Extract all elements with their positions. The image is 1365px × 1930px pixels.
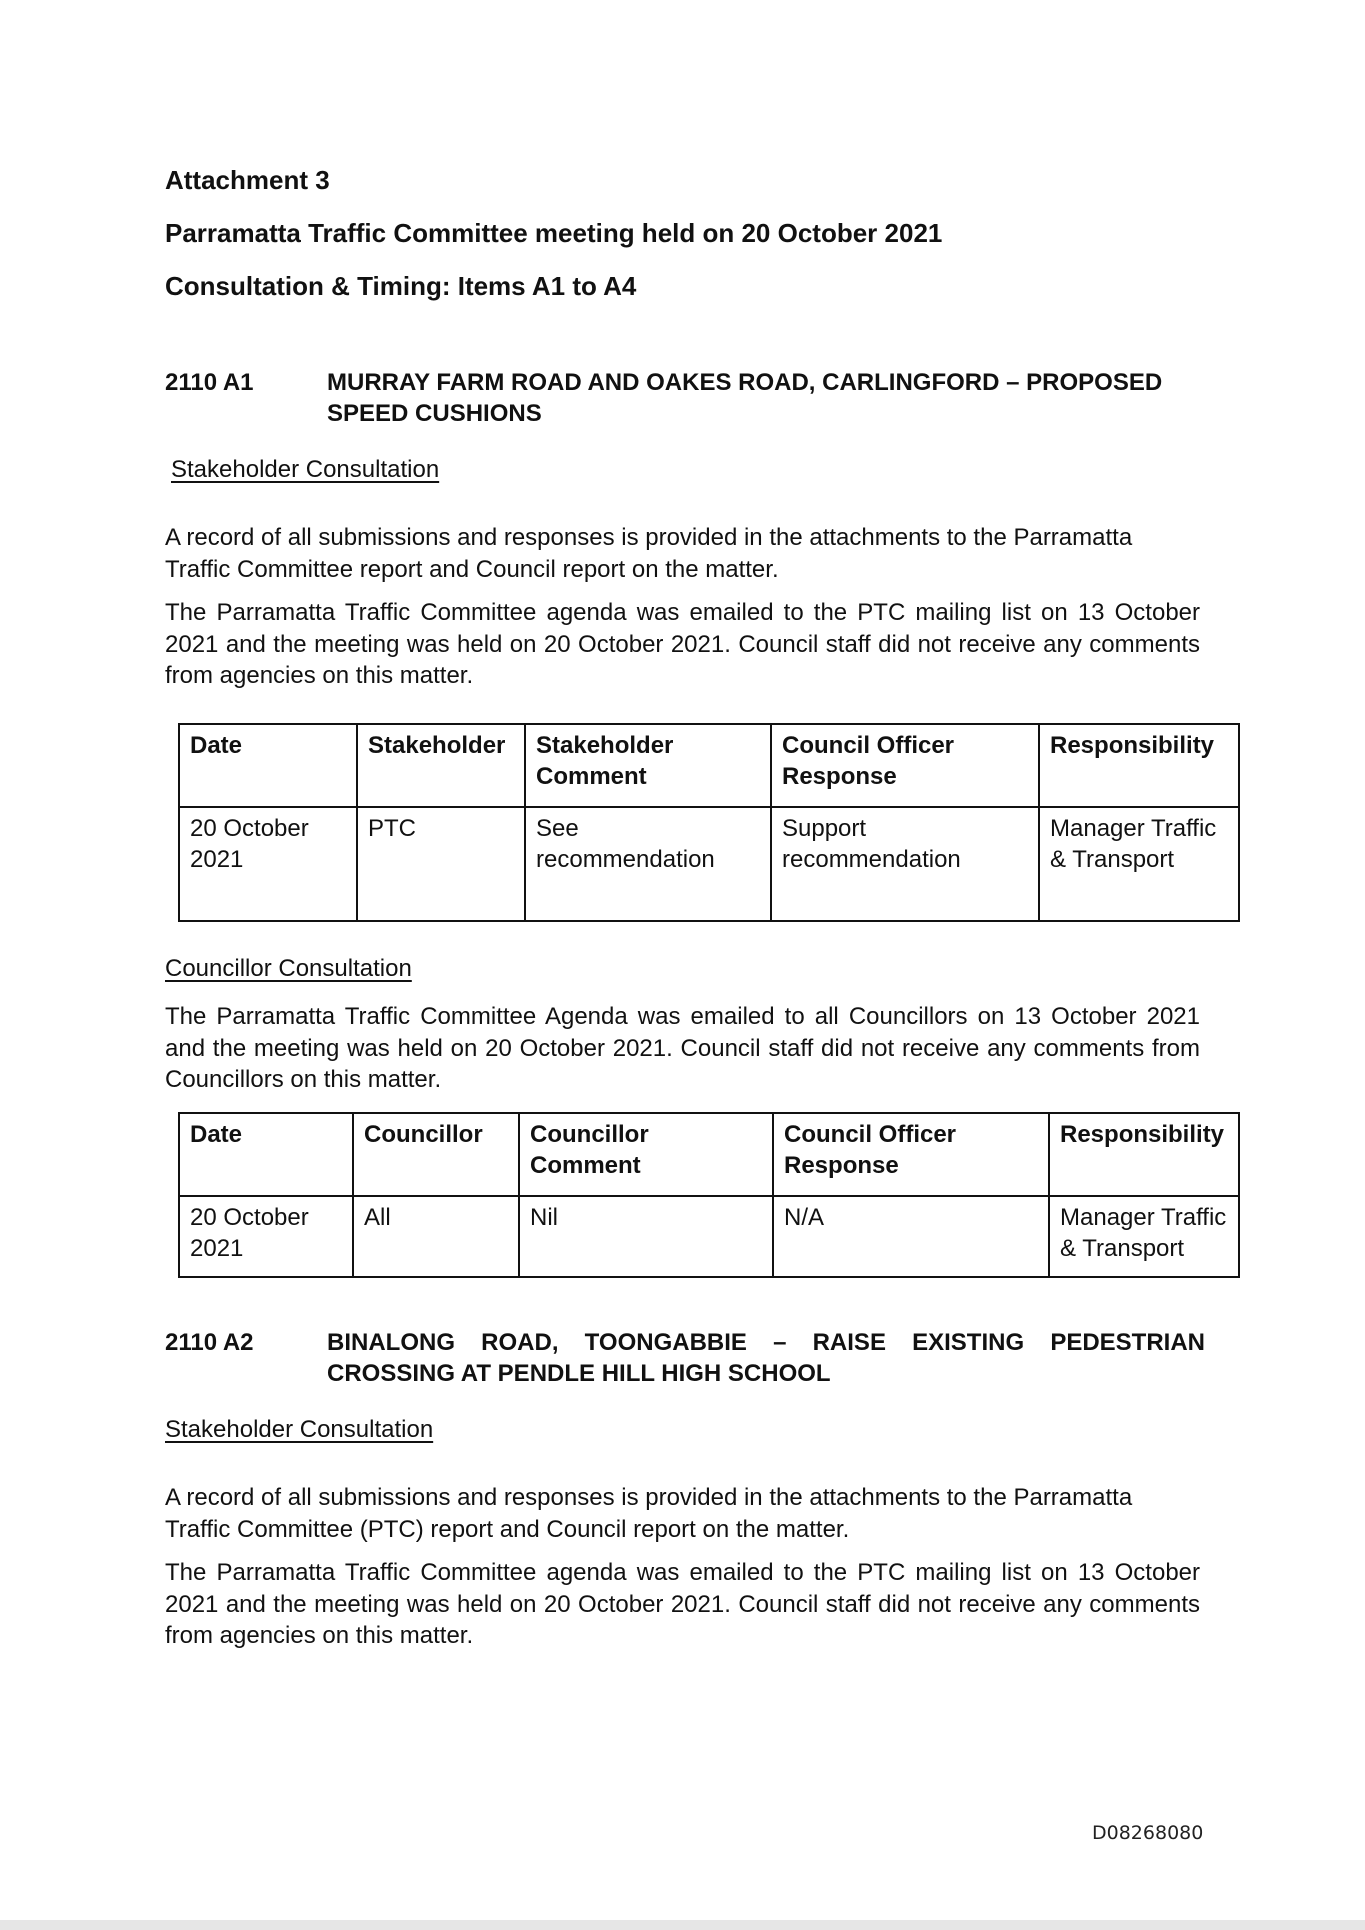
cell-councillor: All <box>353 1196 519 1277</box>
table-header-row <box>179 1113 1239 1196</box>
item-a1-title: MURRAY FARM ROAD AND OAKES ROAD, CARLINGFORD – PROPOSED SPEED CUSHIONS <box>327 369 1163 427</box>
cell-date: 20 October 2021 <box>179 1196 353 1277</box>
cell-responsibility: Manager Traffic & Transport <box>1049 1196 1239 1277</box>
a1-paragraph-1: A record of all submissions and responses is provided in the attachments to the Parramatta Traffic Committee report and Council report on the matter. <box>165 524 1133 583</box>
col-header-date: Date <box>179 1113 353 1196</box>
col-header-responsibility: Responsibility <box>1039 724 1239 807</box>
item-a2-code: 2110 A2 <box>165 1329 254 1356</box>
a2-paragraph-2: The Parramatta Traffic Committee agenda was emailed to the PTC mailing list on 13 October 2021 and the meeting was held on 20 October 2021. Council staff did not receive any comments from agencies on this matter. <box>165 1559 1200 1649</box>
col-header-stakeholder-comment: Stakeholder Comment <box>525 724 771 807</box>
item-a2-title: BINALONG ROAD, TOONGABBIE – RAISE EXISTING PEDESTRIAN CROSSING AT PENDLE HILL HIGH SCHOOL <box>327 1329 1205 1387</box>
page-bottom-edge <box>0 1920 1365 1930</box>
a1-paragraph-2: The Parramatta Traffic Committee agenda was emailed to the PTC mailing list on 13 October 2021 and the meeting was held on 20 October 2021. Council staff did not receive any comments from agencies on this matter. <box>165 599 1200 689</box>
a1-stakeholder-table <box>178 723 1240 922</box>
col-header-date: Date <box>179 724 357 807</box>
document-id: D08268080 <box>1092 1822 1204 1844</box>
cell-councillor-comment: Nil <box>519 1196 773 1277</box>
col-header-officer-response: Council Officer Response <box>773 1113 1049 1196</box>
cell-stakeholder: PTC <box>357 807 525 921</box>
a1-stakeholder-consultation-heading: Stakeholder Consultation <box>171 456 440 483</box>
attachment-title: Attachment 3 <box>165 165 330 195</box>
a1-councillor-consultation-heading: Councillor Consultation <box>165 955 412 982</box>
col-header-officer-response: Council Officer Response <box>771 724 1039 807</box>
table-header-row <box>179 724 1239 807</box>
cell-officer-response: Support recommendation <box>771 807 1039 921</box>
a1-paragraph-3: The Parramatta Traffic Committee Agenda was emailed to all Councillors on 13 October 2021 and the meeting was held on 20 October 2021. Council staff did not receive any comments from Councillors on this matter. <box>165 1003 1200 1093</box>
consultation-title: Consultation & Timing: Items A1 to A4 <box>165 271 637 301</box>
col-header-councillor: Councillor <box>353 1113 519 1196</box>
a2-stakeholder-consultation-heading: Stakeholder Consultation <box>165 1416 434 1443</box>
item-a1-code: 2110 A1 <box>165 369 254 396</box>
a2-paragraph-1: A record of all submissions and responses is provided in the attachments to the Parramatta Traffic Committee (PTC) report and Council report on the matter. <box>165 1484 1133 1543</box>
table-row <box>179 1196 1239 1277</box>
cell-stakeholder-comment: See recommendation <box>525 807 771 921</box>
col-header-stakeholder: Stakeholder <box>357 724 525 807</box>
cell-officer-response: N/A <box>773 1196 1049 1277</box>
col-header-responsibility: Responsibility <box>1049 1113 1239 1196</box>
meeting-title: Parramatta Traffic Committee meeting held on 20 October 2021 <box>165 218 943 248</box>
cell-responsibility: Manager Traffic & Transport <box>1039 807 1239 921</box>
table-row <box>179 807 1239 921</box>
cell-date: 20 October 2021 <box>179 807 357 921</box>
a1-councillor-table <box>178 1112 1240 1278</box>
col-header-councillor-comment: Councillor Comment <box>519 1113 773 1196</box>
